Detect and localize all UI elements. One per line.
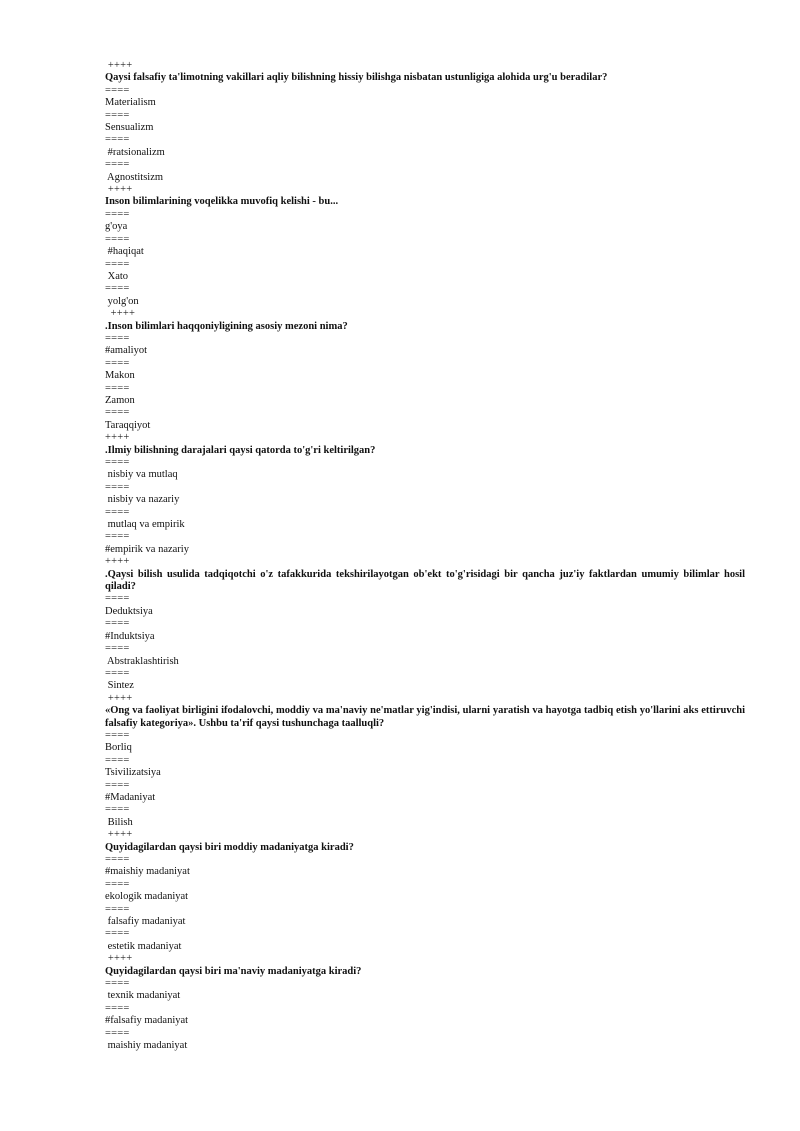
- question-text: «Ong va faoliyat birligini ifodalovchi, moddiy va ma'naviy ne'matlar yig'indisi, ularni yaratish va hayotga tadbiq etish yo'llarini aks ettiruvchi falsafiy kategoriya». Ushbu ta'rif qaysi tushunchaga taalluqli?: [105, 705, 745, 729]
- question-marker: ++++: [105, 953, 133, 965]
- option-separator: ====: [105, 457, 130, 468]
- question-text: .Inson bilimlari haqqoniyligining asosiy mezoni nima?: [105, 320, 348, 332]
- answer-option: Abstraklashtirish: [105, 655, 179, 667]
- question-marker: ++++: [105, 60, 133, 71]
- answer-option: Makon: [105, 370, 135, 382]
- answer-option: Agnostitsizm: [105, 171, 164, 183]
- option-separator: ====: [105, 854, 130, 865]
- option-separator: ====: [105, 1027, 130, 1039]
- option-separator: ====: [105, 667, 130, 679]
- answer-option: Deduktsiya: [105, 605, 153, 617]
- question-marker: ++++: [105, 556, 130, 568]
- option-separator: ====: [105, 407, 130, 419]
- option-separator: ====: [105, 729, 130, 741]
- question-marker: ++++: [105, 184, 133, 196]
- answer-option: estetik madaniyat: [105, 940, 182, 952]
- option-separator: ====: [105, 159, 130, 171]
- answer-option: maishiy madaniyat: [105, 1040, 188, 1052]
- question-block: [105, 829, 745, 953]
- option-separator: ====: [105, 1002, 130, 1014]
- option-separator: ====: [105, 134, 130, 146]
- answer-option: g'oya: [105, 221, 128, 233]
- test-document: [105, 60, 745, 1053]
- question-block: [105, 953, 745, 1052]
- option-separator: ====: [105, 618, 130, 630]
- answer-option: Bilish: [105, 816, 133, 828]
- answer-option: Sensualizm: [105, 122, 154, 134]
- answer-option: Tsivilizatsiya: [105, 767, 161, 779]
- option-separator: ====: [105, 258, 130, 270]
- option-separator: ====: [105, 481, 130, 493]
- answer-option: #ratsionalizm: [105, 146, 165, 158]
- question-text: Qaysi falsafiy ta'limotning vakillari aqliy bilishning hissiy bilishga nisbatan ustunligiga alohida urg'u beradilar?: [105, 72, 608, 84]
- answer-option: Taraqqiyot: [105, 419, 151, 431]
- answer-option: texnik madaniyat: [105, 990, 181, 1002]
- answer-option: Borliq: [105, 742, 132, 754]
- option-separator: ====: [105, 928, 130, 940]
- question-text: Inson bilimlarining voqelikka muvofiq kelishi - bu...: [105, 196, 339, 208]
- answer-option: falsafiy madaniyat: [105, 916, 186, 928]
- option-separator: ====: [105, 208, 130, 220]
- question-block: [105, 693, 745, 829]
- option-separator: ====: [105, 283, 130, 295]
- answer-option: #empirik va nazariy: [105, 543, 189, 555]
- option-separator: ====: [105, 332, 130, 344]
- answer-option: Xato: [105, 270, 129, 282]
- answer-option: nisbiy va mutlaq: [105, 469, 178, 481]
- option-separator: ====: [105, 382, 130, 394]
- option-separator: ====: [105, 84, 130, 96]
- answer-option: Sintez: [105, 680, 134, 692]
- question-text: .Qaysi bilish usulida tadqiqotchi o'z tafakkurida tekshirilayotgan ob'ekt to'g'risidagi bir qancha juz'iy faktlardan umumiy bilimlar hosil qiladi?: [105, 568, 745, 593]
- question-block: [105, 556, 745, 692]
- answer-option: #maishiy madaniyat: [105, 866, 190, 878]
- answer-option: nisbiy va nazariy: [105, 494, 180, 506]
- question-text: Quyidagilardan qaysi biri ma'naviy madaniyatga kiradi?: [105, 965, 362, 977]
- option-separator: ====: [105, 593, 130, 605]
- option-separator: ====: [105, 506, 130, 518]
- answer-option: Materialism: [105, 97, 156, 109]
- option-separator: ====: [105, 779, 130, 791]
- option-separator: ====: [105, 357, 130, 369]
- option-separator: ====: [105, 903, 130, 915]
- option-separator: ====: [105, 978, 130, 990]
- answer-option: mutlaq va empirik: [105, 519, 185, 531]
- option-separator: ====: [105, 643, 130, 655]
- question-text: Quyidagilardan qaysi biri moddiy madaniyatga kiradi?: [105, 841, 354, 853]
- question-marker: ++++: [105, 829, 133, 841]
- question-marker: ++++: [105, 432, 130, 444]
- answer-option: #haqiqat: [105, 246, 144, 258]
- answer-option: #Madaniyat: [105, 791, 156, 803]
- option-separator: ====: [105, 531, 130, 543]
- answer-option: Zamon: [105, 394, 135, 406]
- answer-option: ekologik madaniyat: [105, 891, 189, 903]
- answer-option: #amaliyot: [105, 345, 147, 357]
- answer-option: #falsafiy madaniyat: [105, 1015, 189, 1027]
- question-block: [105, 60, 745, 184]
- option-separator: ====: [105, 109, 130, 121]
- answer-option: yolg'on: [105, 295, 139, 307]
- option-separator: ====: [105, 233, 130, 245]
- question-marker: ++++: [105, 308, 136, 320]
- option-separator: ====: [105, 878, 130, 890]
- question-marker: ++++: [105, 692, 133, 704]
- option-separator: ====: [105, 754, 130, 766]
- question-block: [105, 184, 745, 308]
- option-separator: ====: [105, 804, 130, 816]
- question-block: [105, 308, 745, 432]
- question-block: [105, 432, 745, 556]
- answer-option: #Induktsiya: [105, 630, 155, 642]
- question-text: .Ilmiy bilishning darajalari qaysi qatorda to'g'ri keltirilgan?: [105, 444, 376, 456]
